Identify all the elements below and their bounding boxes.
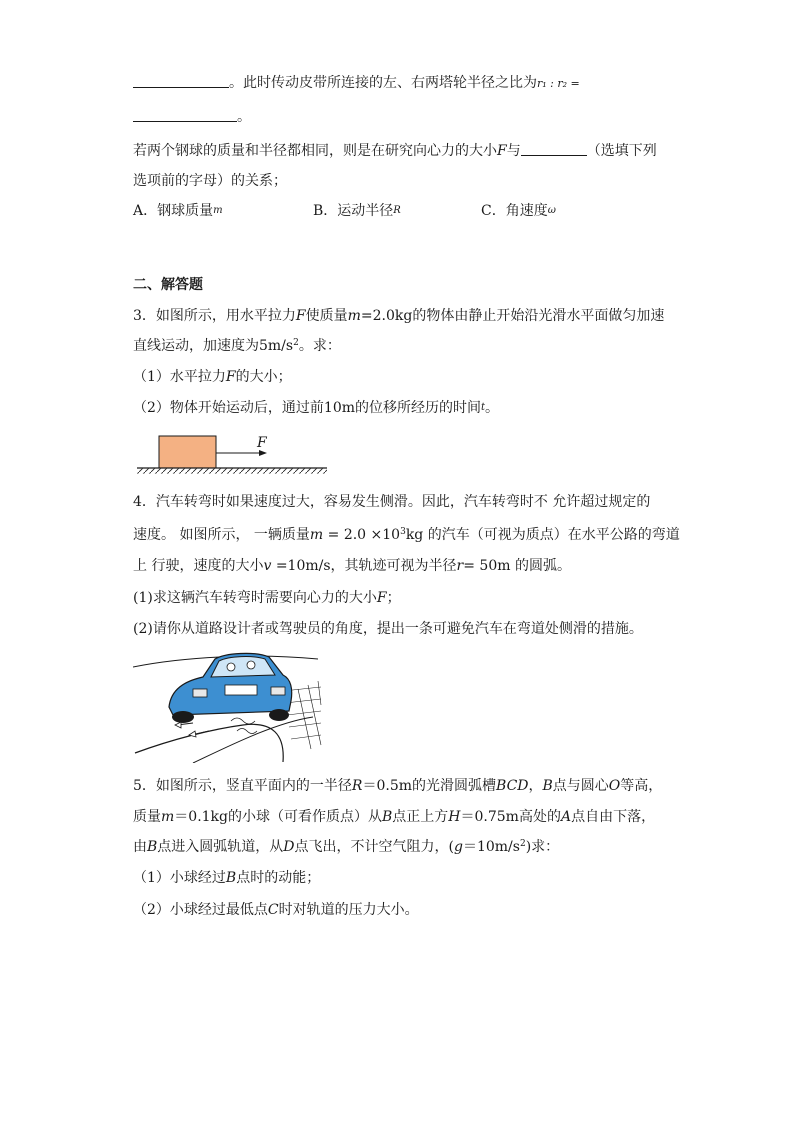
license-plate <box>225 685 257 695</box>
radius-ratio: r₁ : r₂ = <box>537 77 580 90</box>
q4-part-1: (1)求这辆汽车转弯时需要向心力的大小F； <box>133 590 401 606</box>
q3-block-figure <box>133 430 333 474</box>
wheel-left <box>172 711 194 723</box>
option-b[interactable]: B．运动半径R <box>313 203 401 219</box>
q5-part-1: （1）小球经过B点时的动能； <box>133 870 321 886</box>
q3-line-1: 3．如图所示，用水平拉力F使质量m=2.0kg的物体由静止开始沿光滑水平面做匀加速 <box>133 308 665 324</box>
q5-line-2: 质量m＝0.1kg的小球（可看作质点）从B点正上方H＝0.75m高处的A点自由下落， <box>133 809 656 825</box>
q5-line-3: 由B点进入圆弧轨道，从D点飞出，不计空气阻力，$(g=10m/s^2)$求： <box>133 839 560 855</box>
fill-in-line-1: 。此时传动皮带所连接的左、右两塔轮半径之比为r₁ : r₂ = <box>133 74 580 93</box>
q3-line-2: 直线运动，加速度为$5m/s^2$。求： <box>133 338 341 354</box>
answer-blank-1[interactable] <box>133 75 229 88</box>
section-heading: 二、解答题 <box>133 277 203 293</box>
answer-blank-2[interactable] <box>133 109 237 122</box>
q4-car-figure <box>133 645 323 763</box>
block <box>159 436 216 468</box>
force-label: F <box>257 435 267 451</box>
wheel-right <box>269 709 289 721</box>
road-edge-inner <box>135 724 283 762</box>
fill-in-line-3: 若两个钢球的质量和半径都相同，则是在研究向心力的大小F与 （选填下列 <box>133 143 657 159</box>
q5-line-1: 5．如图所示，竖直平面内的一半径R＝0.5m的光滑圆弧槽BCD，B点与圆心O等高， <box>133 778 663 794</box>
tail-light-left <box>193 689 207 697</box>
q4-part-2: (2)请你从道路设计者或驾驶员的角度，提出一条可避免汽车在弯道处侧滑的措施。 <box>133 621 643 637</box>
tail-light-right <box>271 687 285 695</box>
road-grid <box>298 681 321 749</box>
q5-part-2: （2）小球经过最低点C时对轨道的压力大小。 <box>133 902 419 918</box>
q4-line-2: 速度。 如图所示， 一辆质量$m = 2.0 \times 10^3kg$ 的汽车（可视为质点）在水平公路的弯道 <box>133 527 680 543</box>
fill-in-line-4: 选项前的字母）的关系； <box>133 173 287 189</box>
q4-line-1: 4．汽车转弯时如果速度过大，容易发生侧滑。因此，汽车转弯时不 允许超过规定的 <box>133 494 651 510</box>
q4-line-3: 上 行驶，速度的大小v =10m/s，其轨迹可视为半径r= 50m 的圆弧。 <box>133 558 571 574</box>
passenger-head <box>247 661 255 669</box>
option-c[interactable]: C．角速度ω <box>481 203 556 219</box>
q3-part-1: （1）水平拉力F的大小； <box>133 369 292 385</box>
answer-blank-3[interactable] <box>521 143 587 156</box>
driver-head <box>227 663 235 671</box>
q3-part-2: （2）物体开始运动后，通过前10m的位移所经历的时间t。 <box>133 400 500 416</box>
fill-in-line-2: 。 <box>133 108 251 126</box>
option-a[interactable]: A．钢球质量m <box>133 203 223 219</box>
ground-hatch <box>137 469 327 474</box>
